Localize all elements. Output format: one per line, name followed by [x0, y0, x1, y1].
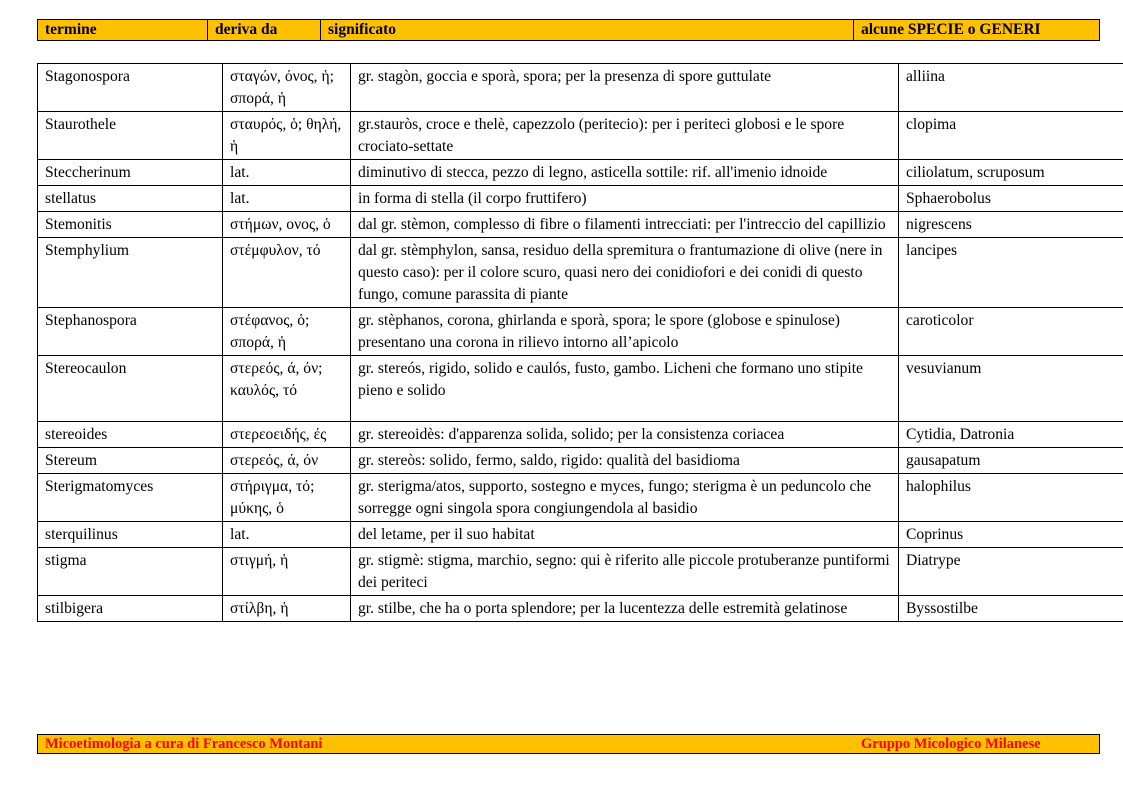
table-row: [38, 212, 1123, 238]
cell-term: Stereocaulon: [38, 356, 223, 422]
cell-derives: lat.: [223, 522, 351, 548]
cell-species: clopima: [899, 112, 1123, 160]
cell-species: Byssostilbe: [899, 596, 1123, 622]
header-bar: [37, 19, 1100, 41]
header-term: termine: [38, 20, 208, 40]
table-row: [38, 596, 1123, 622]
cell-derives: στερεός, ά, όν; καυλός, τό: [223, 356, 351, 422]
cell-derives: στήμων, ονος, ὁ: [223, 212, 351, 238]
header-species: alcune SPECIE o GENERI: [861, 21, 1041, 38]
table-row: [38, 112, 1123, 160]
footer-bar: [37, 734, 1100, 754]
cell-derives: σταυρός, ὁ; θηλή, ἡ: [223, 112, 351, 160]
table-row: [38, 186, 1123, 212]
cell-meaning: gr. stagòn, goccia e sporà, spora; per la presenza di spore guttulate: [351, 64, 899, 112]
cell-meaning: gr. stereoidès: d'apparenza solida, solido; per la consistenza coriacea: [351, 422, 899, 448]
table-row: [38, 522, 1123, 548]
cell-derives: στερεοειδής, ές: [223, 422, 351, 448]
cell-term: stigma: [38, 548, 223, 596]
cell-term: stilbigera: [38, 596, 223, 622]
cell-meaning: gr. sterigma/atos, supporto, sostegno e myces, fungo; sterigma è un peduncolo che sorregge ogni singola spora congiungendola al basidio: [351, 474, 899, 522]
table-row: [38, 356, 1123, 422]
table-row: [38, 548, 1123, 596]
cell-species: Sphaerobolus: [899, 186, 1123, 212]
cell-derives: lat.: [223, 186, 351, 212]
cell-species: halophilus: [899, 474, 1123, 522]
cell-species: caroticolor: [899, 308, 1123, 356]
cell-meaning: gr. stereòs: solido, fermo, saldo, rigido: qualità del basidioma: [351, 448, 899, 474]
cell-derives: στήριγμα, τό; μύκης, ὁ: [223, 474, 351, 522]
cell-meaning: dal gr. stèmphylon, sansa, residuo della spremitura o frantumazione di olive (nere in questo caso): per il colore scuro, quasi nero dei conidiofori e dei conidi di questo fungo, comune parassita di piante: [351, 238, 899, 308]
cell-meaning: diminutivo di stecca, pezzo di legno, asticella sottile: rif. all'imenio idnoide: [351, 160, 899, 186]
cell-derives: στερεός, ά, όν: [223, 448, 351, 474]
cell-derives: στίλβη, ἡ: [223, 596, 351, 622]
cell-species: Coprinus: [899, 522, 1123, 548]
cell-term: stereoides: [38, 422, 223, 448]
footer-group: Gruppo Micologico Milanese: [861, 736, 1041, 752]
cell-meaning: gr. stilbe, che ha o porta splendore; per la lucentezza delle estremità gelatinose: [351, 596, 899, 622]
table-row: [38, 64, 1123, 112]
cell-species: Diatrype: [899, 548, 1123, 596]
cell-species: vesuvianum: [899, 356, 1123, 422]
cell-meaning: gr. stèphanos, corona, ghirlanda e sporà, spora; le spore (globose e spinulose) presentano una corona in rilievo intorno all’apicolo: [351, 308, 899, 356]
cell-meaning: gr.stauròs, croce e thelè, capezzolo (peritecio): per i periteci globosi e le spore crociato-settate: [351, 112, 899, 160]
cell-meaning: in forma di stella (il corpo fruttifero): [351, 186, 899, 212]
cell-species: ciliolatum, scruposum: [899, 160, 1123, 186]
cell-term: stellatus: [38, 186, 223, 212]
table-row: [38, 448, 1123, 474]
cell-derives: στέφανος, ὁ; σπορά, ἡ: [223, 308, 351, 356]
cell-term: Steccherinum: [38, 160, 223, 186]
table-row: [38, 238, 1123, 308]
cell-term: Stemonitis: [38, 212, 223, 238]
table-row: [38, 474, 1123, 522]
cell-term: Sterigmatomyces: [38, 474, 223, 522]
cell-term: Stemphylium: [38, 238, 223, 308]
table-row: [38, 422, 1123, 448]
cell-term: Stagonospora: [38, 64, 223, 112]
cell-meaning: dal gr. stèmon, complesso di fibre o filamenti intrecciati: per l'intreccio del capillizio: [351, 212, 899, 238]
cell-derives: σταγών, όνος, ἡ; σπορά, ἡ: [223, 64, 351, 112]
cell-species: Cytidia, Datronia: [899, 422, 1123, 448]
footer-author: Micoetimologia a cura di Francesco Montani: [45, 736, 323, 752]
cell-meaning: gr. stereós, rigido, solido e caulós, fusto, gambo. Licheni che formano uno stipite pieno e solido: [351, 356, 899, 422]
cell-species: lancipes: [899, 238, 1123, 308]
header-meaning: significato: [321, 20, 854, 40]
cell-derives: στιγμή, ἡ: [223, 548, 351, 596]
cell-species: nigrescens: [899, 212, 1123, 238]
cell-meaning: del letame, per il suo habitat: [351, 522, 899, 548]
etymology-table: [37, 63, 1123, 622]
cell-derives: στέμφυλον, τό: [223, 238, 351, 308]
cell-meaning: gr. stigmè: stigma, marchio, segno: qui è riferito alle piccole protuberanze puntiformi dei periteci: [351, 548, 899, 596]
header-derives: deriva da: [208, 20, 321, 40]
cell-species: gausapatum: [899, 448, 1123, 474]
cell-term: Stereum: [38, 448, 223, 474]
cell-derives: lat.: [223, 160, 351, 186]
cell-term: Stephanospora: [38, 308, 223, 356]
table-row: [38, 160, 1123, 186]
cell-term: sterquilinus: [38, 522, 223, 548]
cell-species: alliina: [899, 64, 1123, 112]
cell-term: Staurothele: [38, 112, 223, 160]
table-row: [38, 308, 1123, 356]
